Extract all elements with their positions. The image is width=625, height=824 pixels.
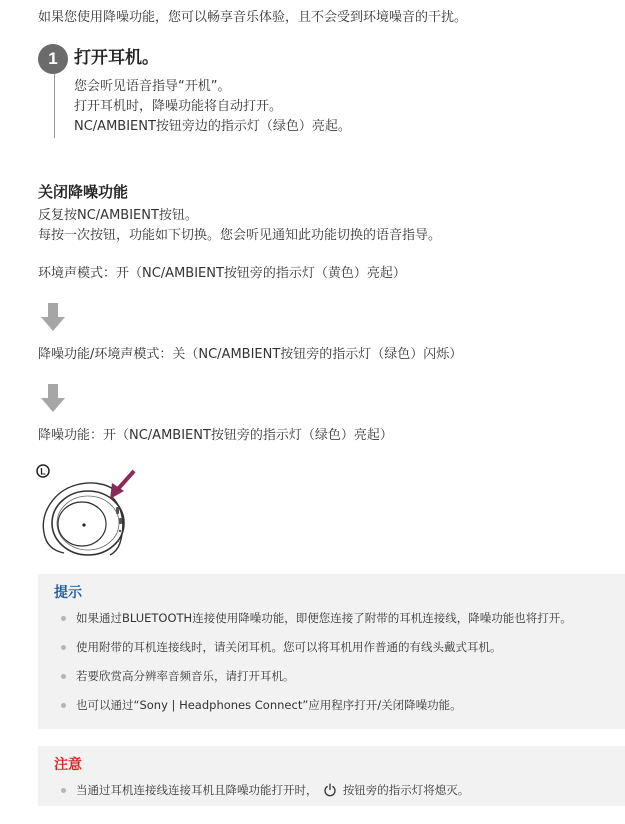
intro-text: 如果您使用降噪功能，您可以畅享音乐体验，且不会受到环境噪音的干扰。 — [38, 10, 468, 25]
section-line: 每按一次按钮，功能如下切换。您会听见通知此功能切换的语音指导。 — [38, 228, 442, 243]
note-item — [60, 782, 469, 798]
note-text-after: 按钮旁的指示灯将熄灭。 — [342, 783, 470, 797]
hint-list — [60, 610, 572, 726]
mode-ambient-on: 环境声模式：开（NC/AMBIENT按钮旁的指示灯（黄色）亮起） — [38, 266, 406, 281]
down-arrow-icon — [41, 303, 65, 333]
bullet-icon — [61, 645, 66, 650]
mode-nc-on: 降噪功能：开（NC/AMBIENT按钮旁的指示灯（绿色）亮起） — [38, 428, 393, 443]
hint-item — [60, 610, 572, 639]
hint-item-text: 若要欣赏高分辨率音频音乐，请打开耳机。 — [76, 669, 295, 683]
section-line: 反复按NC/AMBIENT按钮。 — [38, 208, 198, 223]
step-number: 1 — [38, 44, 68, 74]
mode-all-off: 降噪功能/环境声模式：关（NC/AMBIENT按钮旁的指示灯（绿色）闪烁） — [38, 347, 463, 362]
note-box — [38, 746, 625, 806]
step-1 — [38, 44, 598, 139]
section-body — [38, 206, 441, 246]
step-divider-line — [54, 74, 55, 138]
step-description — [74, 77, 351, 137]
headphone-illustration — [36, 463, 136, 563]
down-arrow-icon — [41, 384, 65, 414]
hint-item-text: 也可以通过“Sony | Headphones Connect”应用程序打开/关闭降噪功能。 — [76, 698, 462, 712]
hint-item — [60, 668, 572, 697]
hint-title: 提示 — [54, 585, 82, 601]
section-title: 关闭降噪功能 — [38, 183, 129, 201]
bullet-icon — [61, 616, 66, 621]
bullet-icon — [61, 788, 66, 793]
hint-item — [60, 639, 572, 668]
step-line: 打开耳机时，降噪功能将自动打开。 — [74, 99, 283, 114]
bullet-icon — [61, 703, 66, 708]
side-label: L — [40, 466, 46, 477]
bullet-icon — [61, 674, 66, 679]
hint-item-text: 使用附带的耳机连接线时，请关闭耳机。您可以将耳机用作普通的有线头戴式耳机。 — [76, 640, 502, 654]
step-line: 您会听见语音指导“开机”。 — [74, 79, 231, 94]
hint-box — [38, 574, 625, 729]
hint-item-text: 如果通过BLUETOOTH连接使用降噪功能，即便您连接了附带的耳机连接线，降噪功能也将打开。 — [76, 611, 572, 625]
note-title: 注意 — [54, 757, 82, 773]
power-icon — [323, 783, 337, 797]
step-title: 打开耳机。 — [74, 48, 159, 68]
step-line: NC/AMBIENT按钮旁边的指示灯（绿色）亮起。 — [74, 119, 351, 134]
note-text-before: 当通过耳机连接线连接耳机且降噪功能打开时， — [76, 783, 318, 797]
hint-item — [60, 697, 572, 726]
